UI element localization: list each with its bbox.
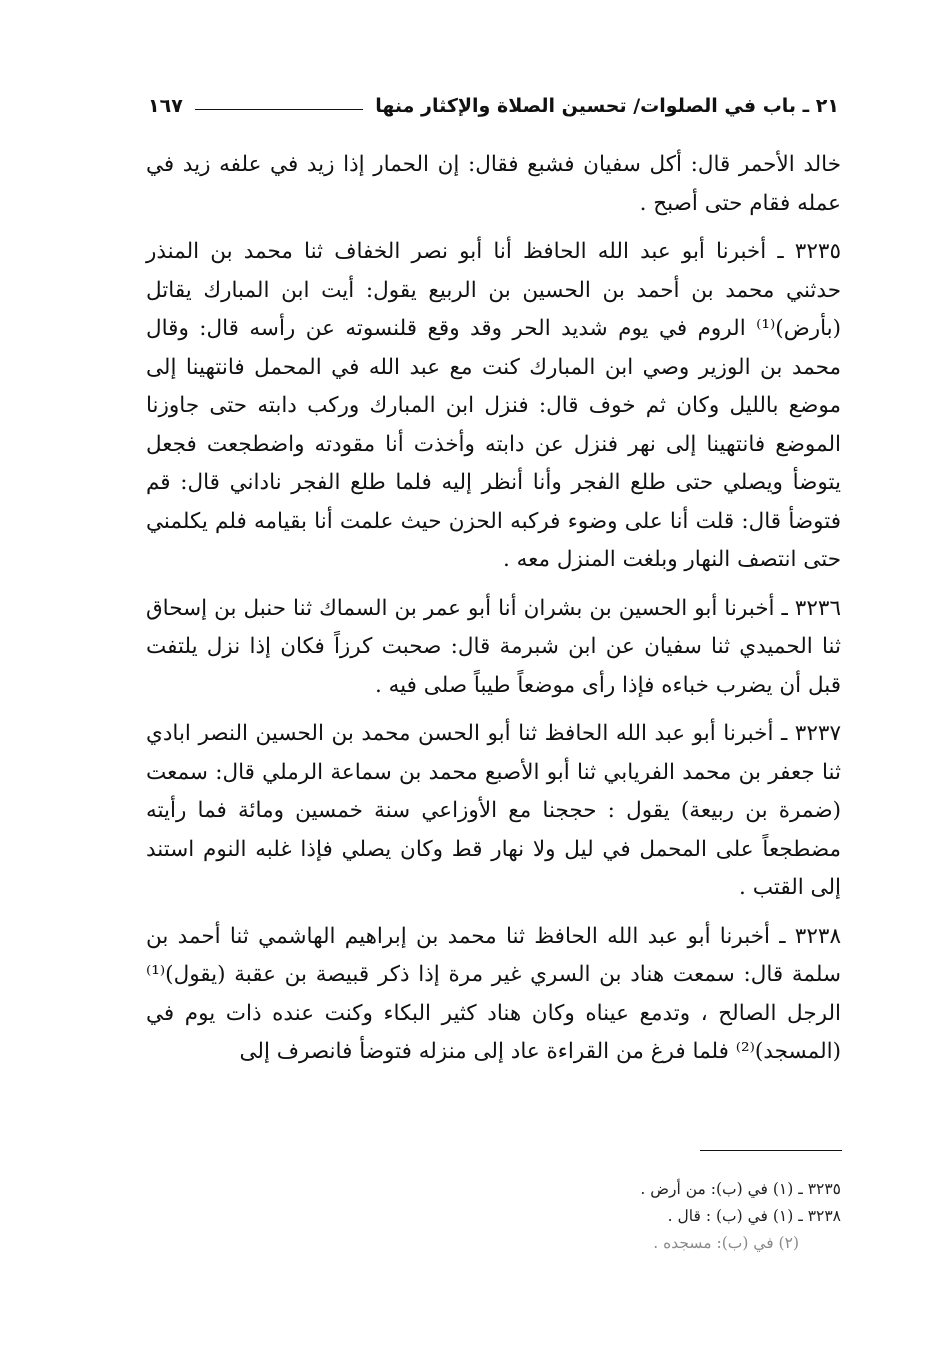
paragraph-continuation: خالد الأحمر قال: أكل سفيان فشبع فقال: إن الحمار إذا زيد في علفه زيد في عمله فقام حتى أصبح . bbox=[146, 152, 841, 216]
running-header bbox=[148, 88, 839, 124]
paragraph-3236: ٣٢٣٦ ـ أخبرنا أبو الحسين بن بشران أنا أبو عمر بن السماك ثنا حنبل بن إسحاق ثنا الحميدي ثنا سفيان عن ابن شبرمة قال: صحبت كرزاً فكان إذا نزل يلتفت قبل أن يضرب خباءه فإذا رأى موضعاً طيباً صلى فيه . bbox=[146, 595, 841, 698]
chapter-title: ٢١ ـ باب في الصلوات/ تحسين الصلاة والإكثار منها bbox=[375, 95, 839, 117]
footnote-3238-1: ٣٢٣٨ ـ (١) في (ب) : قال . bbox=[667, 1207, 841, 1225]
footnote-separator bbox=[700, 1150, 842, 1151]
footnote-3235-1: ٣٢٣٥ ـ (١) في (ب): من أرض . bbox=[640, 1180, 841, 1198]
footnotes bbox=[146, 1176, 841, 1257]
page-number: ١٦٧ bbox=[148, 95, 183, 117]
paragraph-3237: ٣٢٣٧ ـ أخبرنا أبو عبد الله الحافظ ثنا أبو الحسن محمد بن الحسين النصر ابادي ثنا جعفر بن محمد الفريابي ثنا أبو الأصبع محمد بن سماعة الرملي قال: سمعت (ضمرة بن ربيعة) يقول : حججنا مع الأوزاعي سنة خمسين ومائة فما رأيته مضطجعاً على المحمل في ليل ولا نهار قط وكان يصلي فإذا غلبه النوم استند إلى القتب . bbox=[146, 721, 841, 900]
paragraph-3238: ٣٢٣٨ ـ أخبرنا أبو عبد الله الحافظ ثنا محمد بن إبراهيم الهاشمي ثنا أحمد بن سلمة قال: سمعت هناد بن السري غير مرة إذا ذكر قبيصة بن عقبة (يقول)⁽¹⁾ الرجل الصالح ، وتدمع عيناه وكان هناد كثير البكاء وكنت عنده ذات يوم في (المسجد)⁽²⁾ فلما فرغ من القراءة عاد إلى منزله فتوضأ فانصرف إلى bbox=[146, 923, 841, 1064]
header-rule bbox=[195, 109, 363, 110]
paragraph-3235: ٣٢٣٥ ـ أخبرنا أبو عبد الله الحافظ أنا أبو نصر الخفاف ثنا محمد بن المنذر حدثني محمد بن أحمد بن الحسين بن الربيع يقول: أيت ابن المبارك يقاتل (بأرض)⁽¹⁾ الروم في يوم شديد الحر وقد وقع قلنسوته عن رأسه قال: وقال محمد بن الوزير وصي ابن المبارك كنت مع عبد الله في المحمل فانتهينا إلى موضع بالليل وكان ثم خوف قال: فنزل ابن المبارك وركب دابته حتى جاوزنا الموضع فانتهينا إلى نهر فنزل عن دابته وأخذت أنا مقودته واضطجعت فجعل يتوضأ ويصلي حتى طلع الفجر وأنا أنظر إليه فلما طلع الفجر ناداني قال: قم فتوضأ قال: قلت أنا على وضوء فركبه الحزن حيث علمت أنا بقيامه فلم يكلمني حتى انتصف النهار وبلغت المنزل معه . bbox=[146, 239, 841, 572]
footnote-3238-2: (٢) في (ب): مسجده . bbox=[653, 1234, 799, 1252]
main-text bbox=[146, 146, 841, 1082]
